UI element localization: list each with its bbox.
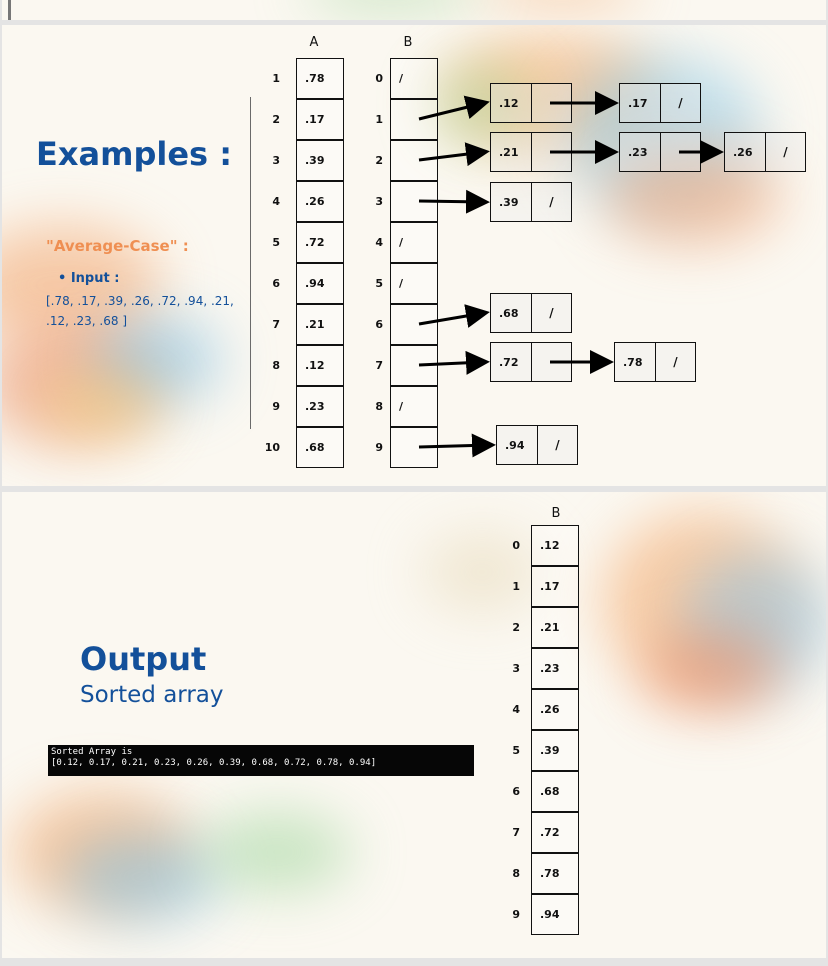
array-a-index: 9 [272, 400, 280, 413]
terminal-line-2: [0.12, 0.17, 0.21, 0.23, 0.26, 0.39, 0.68, 0.72, 0.78, 0.94] [51, 758, 377, 768]
sorted-array-cell: .23 [531, 648, 579, 689]
array-a-cell: .39 [296, 140, 344, 181]
sorted-array-cell: .21 [531, 607, 579, 648]
sorted-array-cell: .39 [531, 730, 579, 771]
bucket-pointer-arrow [419, 201, 484, 202]
array-b-index: 8 [375, 400, 383, 413]
decor-blob [642, 632, 782, 712]
array-b-index: 6 [375, 318, 383, 331]
list-node-next: / [673, 355, 678, 369]
list-node-value: .23 [620, 133, 661, 171]
array-a-cell: .21 [296, 304, 344, 345]
input-label: • Input : [58, 271, 120, 286]
array-b-index: 3 [375, 195, 383, 208]
array-a-index: 5 [272, 236, 280, 249]
list-node-value: .21 [491, 133, 532, 171]
array-a-index: 4 [272, 195, 280, 208]
sorted-array-index: 6 [512, 785, 520, 798]
sorted-array-cell: .17 [531, 566, 579, 607]
bucket-arrows [2, 25, 826, 486]
scroll-marker [8, 0, 11, 20]
array-b-index: 1 [375, 113, 383, 126]
array-b-cell: / [390, 386, 438, 427]
decor-blob [62, 832, 222, 922]
list-node-value: .68 [491, 294, 532, 332]
sorted-array-cell: .78 [531, 853, 579, 894]
sorted-array-index: 1 [512, 580, 520, 593]
list-node-value: .94 [497, 426, 538, 464]
sorted-array-index: 7 [512, 826, 520, 839]
array-b-index: 7 [375, 359, 383, 372]
decor-blob [422, 532, 542, 612]
array-b-index: 0 [375, 72, 383, 85]
array-a-cell: .72 [296, 222, 344, 263]
bucket-pointer-arrow [419, 103, 484, 119]
decor-blob [482, 0, 642, 10]
decor-blob [302, 0, 482, 10]
array-b-index: 5 [375, 277, 383, 290]
sorted-array-cell: .68 [531, 771, 579, 812]
array-a-index: 3 [272, 154, 280, 167]
page-title: Examples : [36, 135, 232, 173]
array-a-index: 8 [272, 359, 280, 372]
bucket-pointer-arrow [419, 362, 484, 365]
array-b-index: 4 [375, 236, 383, 249]
array-b-index: 9 [375, 441, 383, 454]
array-b-index: 2 [375, 154, 383, 167]
array-a-index: 1 [272, 72, 280, 85]
sorted-array-cell: .26 [531, 689, 579, 730]
decor-blob [202, 812, 352, 892]
array-a-cell: .12 [296, 345, 344, 386]
array-a-cell: .68 [296, 427, 344, 468]
array-a-cell: .26 [296, 181, 344, 222]
array-a-index: 7 [272, 318, 280, 331]
bucket-pointer-arrow [419, 445, 490, 447]
sorted-array-index: 2 [512, 621, 520, 634]
array-a-index: 10 [264, 441, 280, 454]
list-node-value: .26 [725, 133, 766, 171]
list-node-value: .17 [620, 84, 661, 122]
previous-slide-edge [2, 0, 826, 20]
sorted-array-cell: .72 [531, 812, 579, 853]
bucket-pointer-arrow [419, 152, 484, 160]
array-a-cell: .17 [296, 99, 344, 140]
output-title: Output [80, 640, 207, 678]
array-a-cell: .78 [296, 58, 344, 99]
list-node-next: / [783, 145, 788, 159]
array-b-cell: / [390, 222, 438, 263]
array-a-cell: .94 [296, 263, 344, 304]
output-subtitle: Sorted array [80, 682, 224, 708]
terminal-line-1: Sorted Array is [51, 747, 133, 757]
array-a-header: A [309, 35, 319, 50]
array-b-cell: / [390, 58, 438, 99]
sorted-array-header: B [551, 506, 561, 521]
sorted-array-index: 0 [512, 539, 520, 552]
list-node-next: / [549, 195, 554, 209]
list-node-next: / [549, 306, 554, 320]
array-b-cell: / [390, 263, 438, 304]
terminal-output [48, 745, 474, 776]
array-a-index: 6 [272, 277, 280, 290]
array-a-cell: .23 [296, 386, 344, 427]
list-node-value: .78 [615, 343, 656, 381]
case-label: "Average-Case" : [46, 237, 189, 255]
list-node-value: .12 [491, 84, 532, 122]
sorted-array-index: 5 [512, 744, 520, 757]
list-node-value: .39 [491, 183, 532, 221]
sorted-array-index: 9 [512, 908, 520, 921]
sorted-array-index: 8 [512, 867, 520, 880]
sorted-array-index: 4 [512, 703, 520, 716]
bucket-pointer-arrow [419, 313, 484, 324]
array-b-header: B [403, 35, 413, 50]
array-a-index: 2 [272, 113, 280, 126]
input-values: [.78, .17, .39, .26, .72, .94, .21, .12, .23, .68 ] [46, 294, 234, 328]
sorted-array-index: 3 [512, 662, 520, 675]
list-node-value: .72 [491, 343, 532, 381]
output-slide [2, 492, 826, 958]
sorted-array-cell: .94 [531, 894, 579, 935]
list-node-next: / [678, 96, 683, 110]
list-node-next: / [555, 438, 560, 452]
sorted-array-cell: .12 [531, 525, 579, 566]
examples-slide [2, 25, 826, 486]
